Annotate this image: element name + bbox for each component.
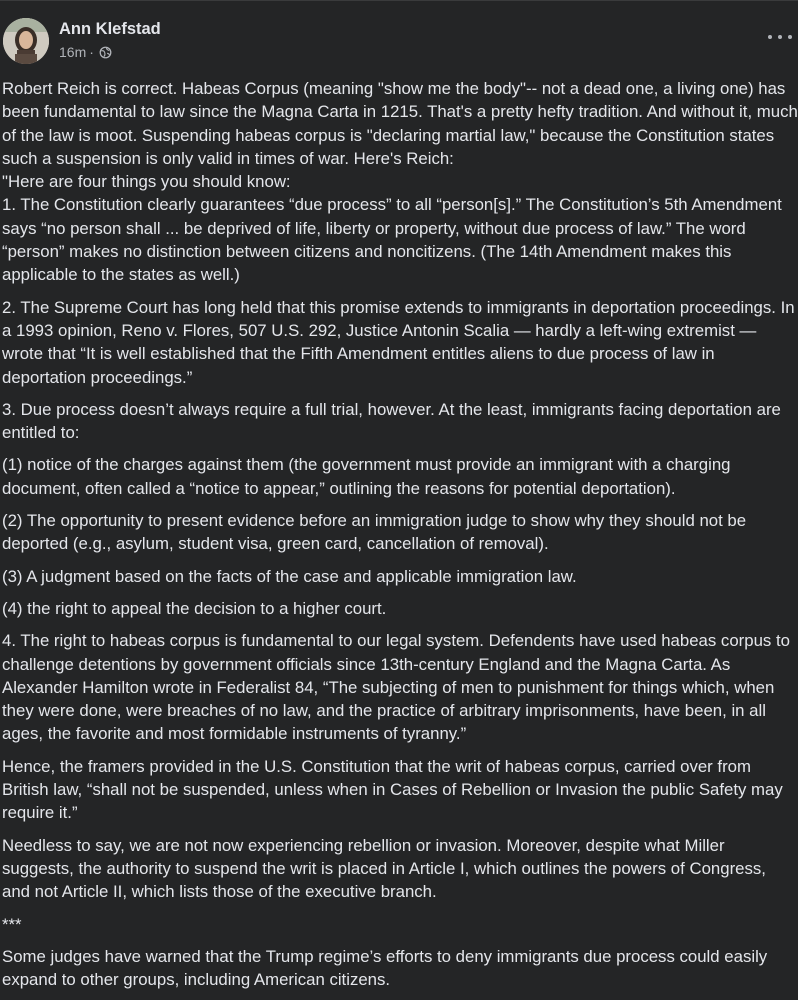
post-time[interactable]: 16m <box>59 44 87 60</box>
post-separator: *** <box>2 914 22 934</box>
post-paragraph: Needless to say, we are not now experiencing rebellion or invasion. Moreover, despite what Miller suggests, the authority to suspend the writ is placed in Article I, which outlines the powers of Congress, and not Article II, which lists those of the executive branch. <box>2 835 766 902</box>
post-paragraph: (2) The opportunity to present evidence before an immigration judge to show why they should not be deported (e.g., asylum, student visa, green card, cancellation of removal). <box>2 511 747 554</box>
post-paragraph: (1) notice of the charges against them (the government must provide an immigrant with a charging document, often called a “notice to appear,” outlining the reasons for potential deportation). <box>2 455 731 498</box>
more-dot <box>778 35 782 39</box>
post-paragraph: 3. Due process doesn’t always require a full trial, however. At the least, immigrants facing deportation are entitled to: <box>2 399 781 443</box>
post-paragraph: (3) A judgment based on the facts of the case and applicable immigration law. <box>2 566 577 586</box>
post-paragraph: 4. The right to habeas corpus is fundamental to our legal system. Defendents have used habeas corpus to challenge detentions by government officials since 13th-century England and the Magna Carta. As Alexander Hamilton wrote in Federalist 84, “The subjecting of men to punishment for things which, when they were done, were breaches of no law, and the practice of arbitrary imprisonments, have been, in all ages, the favorite and most formidable instruments of tyranny.” <box>2 631 790 744</box>
post-meta <box>59 44 112 60</box>
post-paragraph: Some judges have warned that the Trump regime’s efforts to deny immigrants due process could easily expand to other groups, including American citizens. <box>2 946 768 990</box>
avatar[interactable] <box>3 18 49 64</box>
more-dot <box>768 35 772 39</box>
post-paragraph: (4) the right to appeal the decision to a higher court. <box>2 598 387 618</box>
post-paragraph: 2. The Supreme Court has long held that this promise extends to immigrants in deportation proceedings. In a 1993 opinion, Reno v. Flores, 507 U.S. 292, Justice Antonin Scalia — hardly a left-wing extremist — wrote that “It is well established that the Fifth Amendment entitles aliens to due process of law in deportation proceedings.” <box>2 297 795 387</box>
post-header <box>0 14 798 70</box>
more-options-icon[interactable] <box>768 30 792 44</box>
meta-separator: · <box>89 44 94 60</box>
post-paragraph: Hence, the framers provided in the U.S. Constitution that the writ of habeas corpus, carried over from British law, “shall not be suspended, unless when in Cases of Rebellion or Invasion the public Safety may require it.” <box>2 756 783 823</box>
globe-icon <box>99 46 112 59</box>
more-dot <box>788 35 792 39</box>
top-divider <box>0 0 798 1</box>
post-body <box>2 77 798 991</box>
author-name[interactable]: Ann Klefstad <box>59 20 161 38</box>
post-paragraph: Robert Reich is correct. Habeas Corpus (meaning "show me the body"-- not a dead one, a living one) has been fundamental to law since the Magna Carta in 1215. That's a pretty hefty tradition. And without it, much of the law is moot. Suspending habeas corpus is "declaring martial law," because the Constitution states such a suspension is only valid in times of war. Here's Reich: "Here are four things you should know: 1. The Constitution clearly guarantees “due process” to all “person[s].” The Constitution’s 5th Amendment says “no person shall ... be deprived of life, liberty or property, without due process of law.” The word “person” makes no distinction between citizens and noncitizens. (The 14th Amendment makes this applicable to the states as well.) <box>2 79 798 285</box>
avatar-photo <box>3 18 49 64</box>
